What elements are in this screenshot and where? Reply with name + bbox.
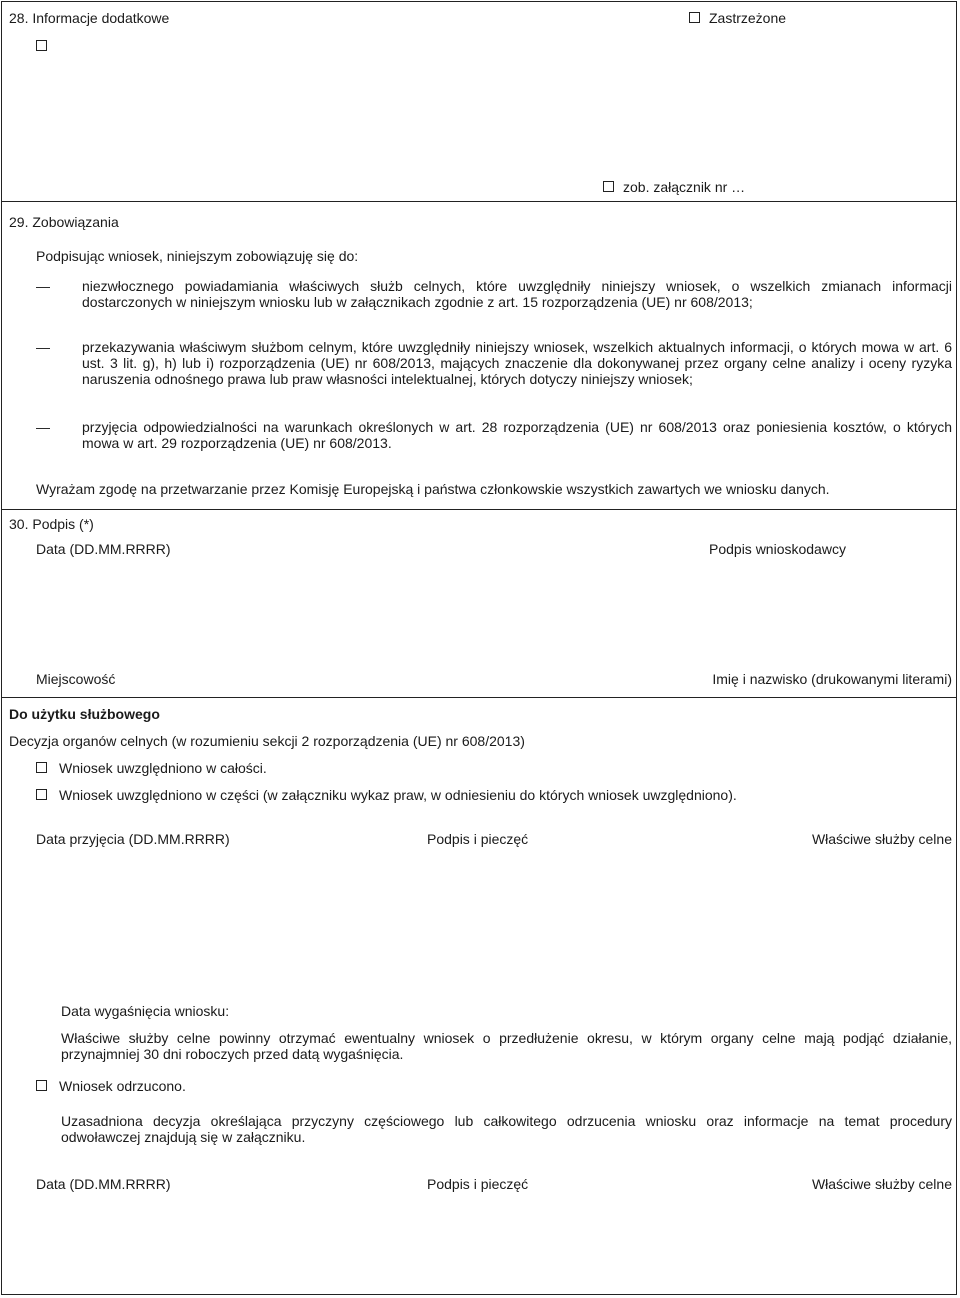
applicant-signature-label: Podpis wnioskodawcy [709,541,846,557]
commitment-item: przekazywania właściwym służbom celnym, które uwzględniły niniejszy wniosek, wszelkich aktualnych informacji, o których mowa w art. 6 ust. 3 lit. g), h) lub i) rozporządzenia (UE) nr 608/2013, mających znaczenie dla dokonywanej przez organy celne analizy i oceny ryzyka naruszenia odnośnego prawa lub praw własności intelektualnej, których dotyczy niniejszy wniosek; [82,339,952,387]
divider-30-official [1,697,957,698]
decision-date-label: Data (DD.MM.RRRR) [36,1176,171,1192]
bullet-dash: — [36,419,50,435]
accepted-full-checkbox[interactable] [36,762,47,773]
annex-label: zob. załącznik nr … [623,179,746,195]
expiry-note: Właściwe służby celne powinny otrzymać ewentualny wniosek o przedłużenie okresu, w którym organy celne mają podjąć działanie, przynajmniej 30 dni roboczych przed datą wygaśnięcia. [61,1030,952,1062]
commitment-item: przyjęcia odpowiedzialności na warunkach określonych w art. 28 rozporządzenia (UE) nr 608/2013 oraz poniesienia kosztów, o których mowa w art. 29 rozporządzenia (UE) nr 608/2013. [82,419,952,451]
customs-decision-label: Decyzja organów celnych (w rozumieniu sekcji 2 rozporządzenia (UE) nr 608/2013) [9,733,525,749]
info-checkbox[interactable] [36,40,47,51]
bullet-dash: — [36,339,50,355]
consent-text: Wyrażam zgodę na przetwarzanie przez Komisję Europejską i państwa członkowskie wszystkich zawartych we wniosku danych. [36,481,830,497]
expiry-date-label: Data wygaśnięcia wniosku: [61,1003,230,1019]
customs-services-label: Właściwe służby celne [811,831,952,847]
acceptance-date-label: Data przyjęcia (DD.MM.RRRR) [36,831,230,847]
accepted-full-label: Wniosek uwzględniono w całości. [59,760,267,776]
date-field-label: Data (DD.MM.RRRR) [36,541,171,557]
annex-checkbox[interactable] [603,181,614,192]
printed-name-label: Imię i nazwisko (drukowanymi literami) [712,671,952,687]
section-30-label: 30. Podpis (*) [9,516,94,532]
bullet-dash: — [36,278,50,294]
rejected-label: Wniosek odrzucono. [59,1078,186,1094]
commitment-item: niezwłocznego powiadamiania właściwych służb celnych, które uwzględniły niniejszy wniosek, o wszelkich zmianach informacji dostarczonych w niniejszym wniosku lub w załącznikach zgodnie z art. 15 rozporządzenia (UE) nr 608/2013; [82,278,952,310]
accepted-partial-checkbox[interactable] [36,789,47,800]
place-field-label: Miejscowość [36,671,116,687]
rejected-checkbox[interactable] [36,1080,47,1091]
customs-services-label-2: Właściwe służby celne [811,1176,952,1192]
reserved-checkbox[interactable] [689,12,700,23]
divider-28-29 [1,201,957,202]
signature-stamp-label: Podpis i pieczęć [427,831,529,847]
form-frame [1,1,957,1295]
commitments-intro: Podpisując wniosek, niniejszym zobowiązuję się do: [36,248,359,264]
reserved-label: Zastrzeżone [709,10,787,26]
official-use-title: Do użytku służbowego [9,706,160,722]
accepted-partial-label: Wniosek uwzględniono w części (w załączniku wykaz praw, w odniesieniu do których wniosek uwzględniono). [59,787,737,803]
signature-stamp-label-2: Podpis i pieczęć [427,1176,529,1192]
section-29-label: 29. Zobowiązania [9,214,119,230]
divider-29-30 [1,509,957,510]
section-28-label: 28. Informacje dodatkowe [9,10,170,26]
rejection-note: Uzasadniona decyzja określająca przyczyny częściowego lub całkowitego odrzucenia wniosku oraz informacje na temat procedury odwoławczej znajdują się w załączniku. [61,1113,952,1145]
